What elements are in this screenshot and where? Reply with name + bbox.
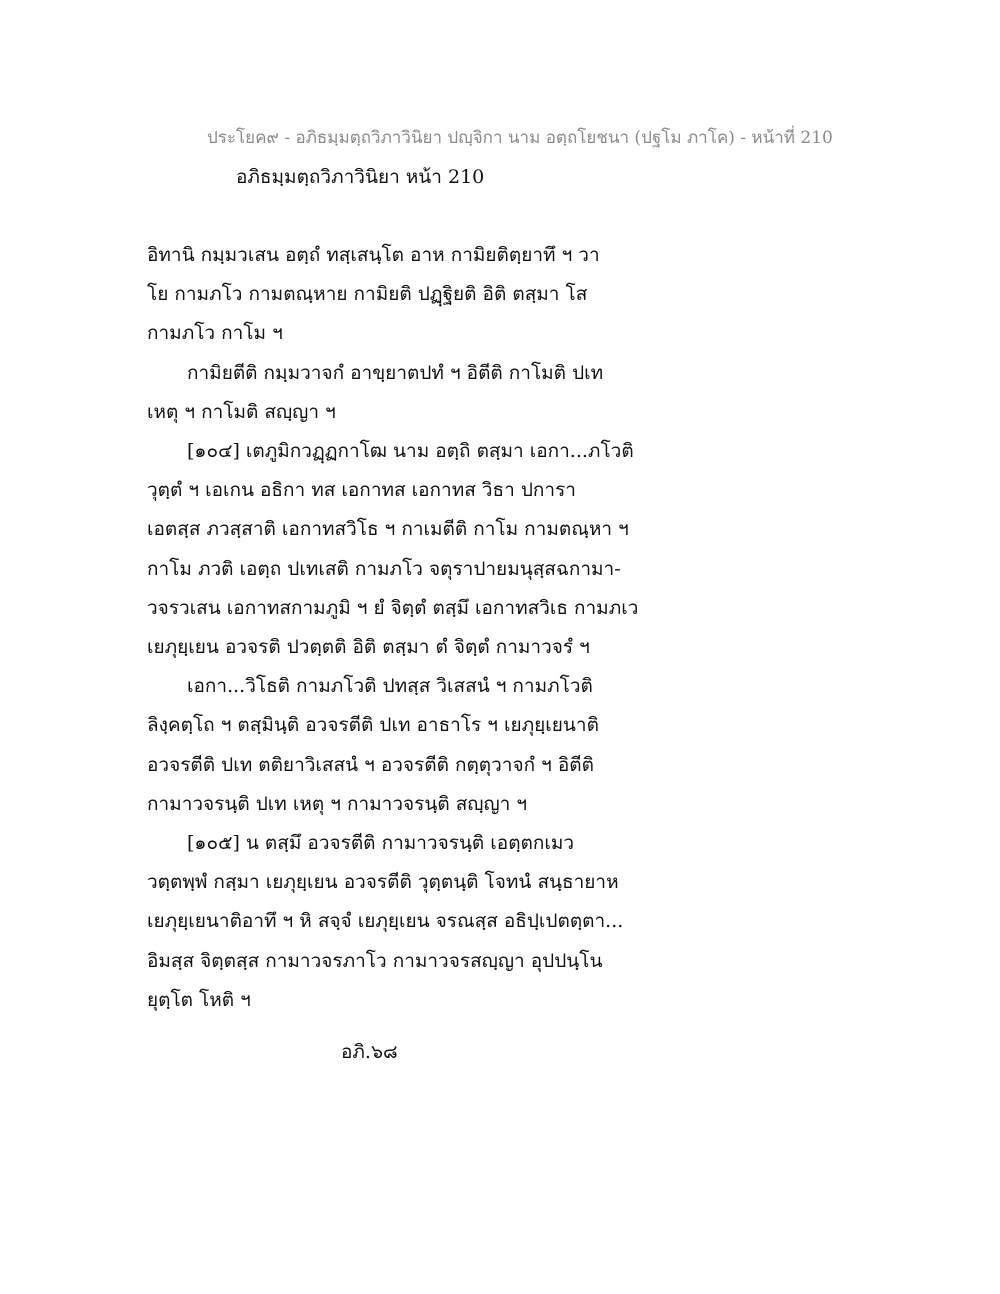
text-line: เยภุยฺเยนาติอาทึ ฯ หิ สจฺจํ เยภุยฺเยน จรณสฺส อธิปฺเปตตฺตา... bbox=[147, 910, 624, 933]
body-text bbox=[147, 236, 667, 1020]
page-heading: อภิธมฺมตฺถวิภาวินิยา หน้า 210 bbox=[236, 166, 485, 188]
text-line: อิมสฺส จิตฺตสฺส กามาวจรภาโว กามาวจรสญฺญา อุปปนฺโน bbox=[147, 949, 603, 972]
text-line: อิทานิ กมฺมวเสน อตฺถํ ทสฺเสนฺโต อาห กามิยติตฺยาทึ ฯ วา bbox=[147, 244, 600, 266]
text-line: วจรวเสน เอกาทสกามภูมิ ฯ ยํ จิตฺตํ ตสฺมึ เอกาทสวิเธ กามภเว bbox=[147, 596, 639, 619]
page-footer: อภิ.๖๘ bbox=[341, 1041, 398, 1063]
text-line: ลิงฺคตฺโถ ฯ ตสฺมินฺติ อวจรตีติ ปเท อาธาโร ฯ เยภุยฺเยนาติ bbox=[147, 714, 599, 737]
text-line: กามาวจรนฺติ ปเท เหตุ ฯ กามาวจรนฺติ สญฺญา ฯ bbox=[147, 792, 528, 815]
text-line: ยุตฺโต โหติ ฯ bbox=[147, 988, 251, 1011]
text-line: กาโม ภวติ เอตฺถ ปเทเสติ กามภโว จตุราปายมนุสฺสฉกามา- bbox=[147, 557, 621, 580]
text-line: [๑๐๕] น ตสฺมึ อวจรตีติ กามาวจรนฺติ เอตฺตกเมว bbox=[187, 832, 575, 855]
text-line: โย กามภโว กามตณฺหาย กามิยติ ปฏฺฐิยติ อิติ ตสฺมา โส bbox=[147, 283, 588, 306]
text-line: เอตสฺส ภวสฺสาติ เอกาทสวิโธ ฯ กาเมตีติ กาโม กามตณฺหา ฯ bbox=[147, 518, 629, 541]
text-line: เอกา...วิโธติ กามภโวติ ปทสฺส วิเสสนํ ฯ กามภโวติ bbox=[187, 675, 593, 698]
text-line: กามภโว กาโม ฯ bbox=[147, 322, 283, 345]
running-header: ประโยค๙ - อภิธมฺมตฺถวิภาวินิยา ปญฺจิกา นาม อตฺถโยชนา (ปฐโม ภาโค) - หน้าที่ 210 bbox=[207, 128, 833, 148]
text-line: เหตุ ฯ กาโมติ สญฺญา ฯ bbox=[147, 400, 336, 423]
text-line: เยภุยฺเยน อวจรติ ปวตฺตติ อิติ ตสฺมา ตํ จิตฺตํ กามาวจรํ ฯ bbox=[147, 636, 590, 659]
text-line: [๑๐๔] เตภูมิกวฏฺฏกาโฒ นาม อตฺถิ ตสฺมา เอกา...ภโวติ bbox=[187, 440, 634, 463]
text-line: กามิยตีติ กมฺมวาจกํ อาขฺยาตปทํ ฯ อิตีติ กาโมติ ปเท bbox=[187, 361, 604, 384]
text-line: อวจรตีติ ปเท ตติยาวิเสสนํ ฯ อวจรตีติ กตฺตุวาจกํ ฯ อิตีติ bbox=[147, 753, 594, 776]
text-line: วุตฺตํ ฯ เอเกน อธิกา ทส เอกาทส เอกาทส วิธา ปการา bbox=[147, 479, 576, 502]
text-line: วตฺตพฺพํ กสฺมา เยภุยฺเยน อวจรตีติ วุตฺตนฺติ โจทนํ สนฺธายาห bbox=[147, 871, 619, 894]
